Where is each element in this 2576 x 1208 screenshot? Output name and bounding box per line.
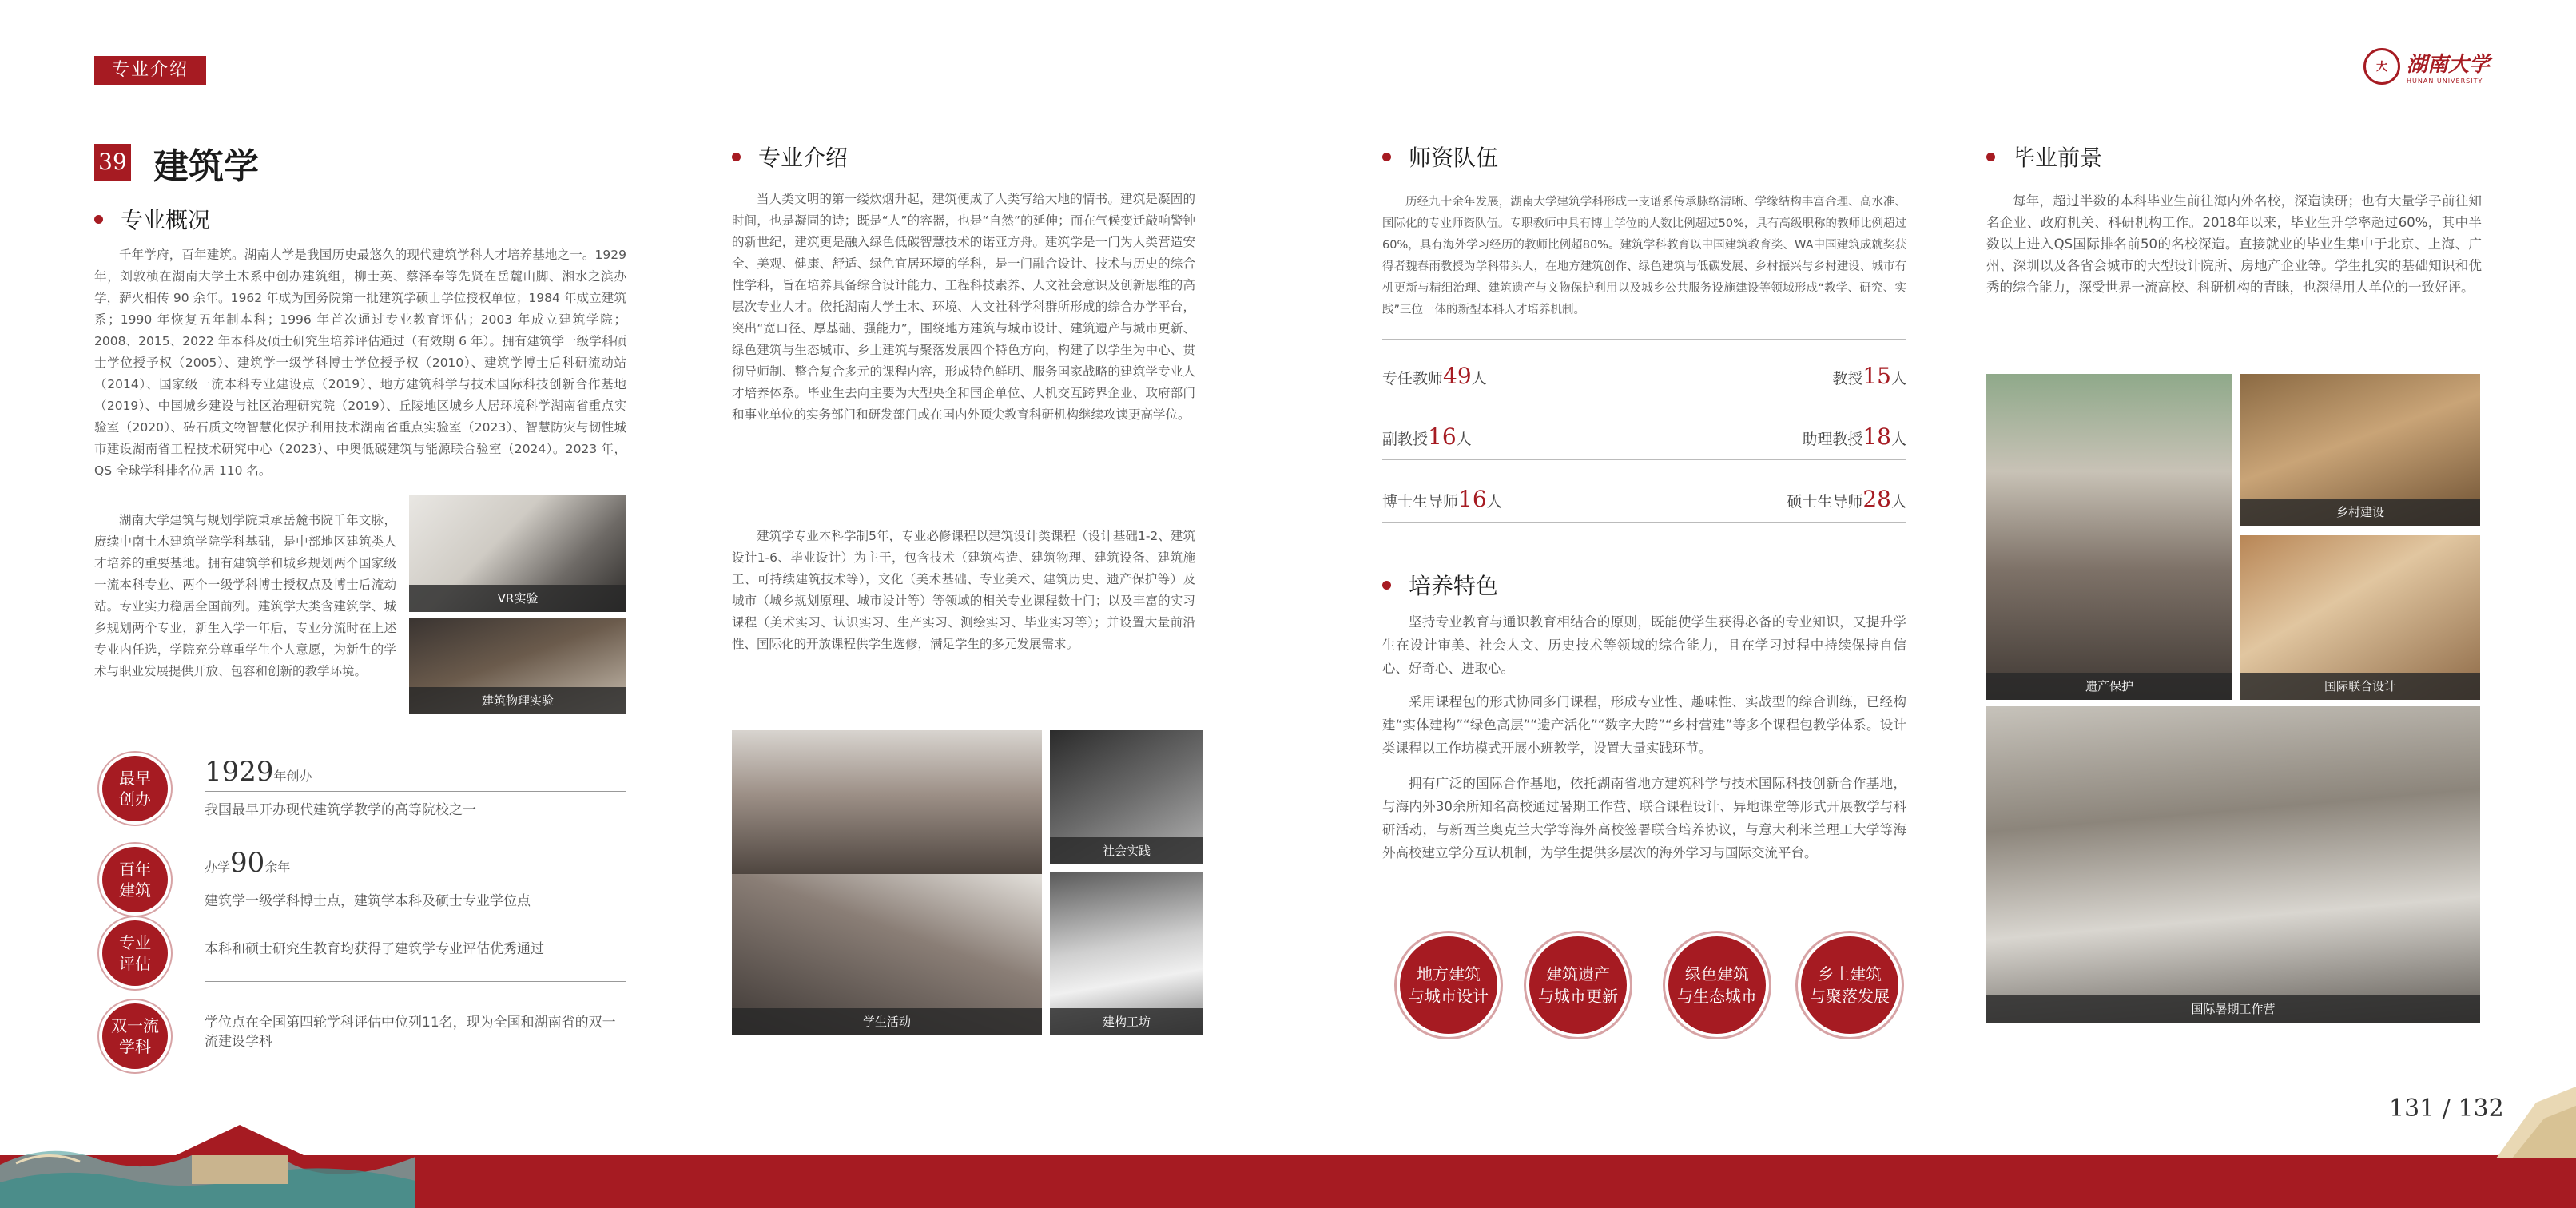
section-training-heading	[1382, 569, 1498, 601]
feature-badge: 乡土建筑 与聚落发展	[1801, 936, 1898, 1034]
seal-icon: 大	[2363, 48, 2400, 85]
section-faculty-heading	[1382, 141, 1498, 173]
intro-paragraph-2: 建筑学专业本科学制5年，专业必修课程以建筑设计类课程（设计基础1-2、建筑设计1-6、毕业设计）为主干，包含技术（建筑构造、建筑物理、建筑设备、建筑施工、可持续建筑技术等），文化（美术基础、专业美术、建筑历史、遗产保护等）及城市（城乡规划原理、城市设计等）等领域的相关专业课程数十门；以及丰富的实习课程（美术实习、认识实习、生产实习、测绘实习、毕业实习等）；并设置大量前沿性、国际化的开放课程供学生选修，满足学生的多元发展需求。	[732, 529, 1195, 651]
milestone-badge: 最早 创办	[102, 756, 168, 821]
milestone-headline: 办学90余年	[205, 847, 291, 879]
bullet-icon	[1986, 153, 1995, 161]
page-title: 建筑学	[153, 146, 259, 187]
section-tag: 专业介绍	[94, 56, 206, 85]
logo-cn: 湖南大学	[2407, 53, 2491, 77]
stat-left: 博士生导师16人	[1382, 486, 1502, 512]
intro-paragraph-1: 当人类文明的第一缕炊烟升起，建筑便成了人类写给大地的情书。建筑是凝固的时间，也是凝固的诗；既是“人”的容器，也是“自然”的延伸；而在气候变迁敲响警钟的新世纪，建筑更是融入绿色低碳智慧技术的诺亚方舟。建筑学是一门为人类营造安全、美观、健康、舒适、绿色宜居环境的学科，是一门融合设计、技术与历史的综合性学科，旨在培养具备综合设计能力、工程科技素养、人文社会意识及创新思维的高层次专业人才。依托湖南大学土木、环境、人文社科学科群所形成的综合办学平台，突出“宽口径、厚基础、强能力”，围绕地方建筑与城市设计、建筑遗产与城市更新、绿色建筑与生态城市、乡土建筑与聚落发展四个特色方向，构建了以学生为中心、贯彻导师制、整合复合多元的课程内容，形成特色鲜明、服务国家战略的建筑学专业人才培养体系。毕业生去向主要为大型央企和国企单位、人机交互跨界企业、政府部门和事业单位的实务部门和研发部门或在国内外顶尖教育科研机构继续攻读更高学位。	[732, 192, 1195, 422]
faculty-stat-row	[1382, 339, 1906, 399]
divider	[205, 791, 626, 792]
milestone-badge: 双一流 学科	[102, 1003, 168, 1069]
section-intro-title: 专业介绍	[758, 145, 849, 171]
training-paragraph-2: 采用课程包的形式协同多门课程，形成专业性、趣味性、实战型的综合训练，已经构建“实体建构”“绿色高层”“遗产活化”“数字大跨”“乡村营建”等多个课程包教学体系。设计类课程以工作坊模式开展小班教学，设置大量实践环节。	[1382, 694, 1906, 756]
photo-caption: 乡村建设	[2240, 499, 2480, 526]
stat-right: 助理教授18人	[1802, 423, 1906, 450]
milestone-desc: 本科和硕士研究生教育均获得了建筑学专业评估优秀通过	[205, 941, 544, 957]
major-number: 39	[94, 144, 131, 181]
photo-caption: 遗产保护	[1986, 673, 2232, 700]
photo-rural	[2240, 374, 2480, 526]
training-paragraph-1: 坚持专业教育与通识教育相结合的原则，既能使学生获得必备的专业知识，又提升学生在设计审美、社会人文、历史技术等领域的综合能力，且在学习过程中持续保持自信心、好奇心、进取心。	[1382, 614, 1906, 676]
section-intro-heading	[732, 141, 848, 173]
photo-vr-lab	[409, 495, 626, 612]
photo-caption: VR实验	[409, 585, 626, 612]
overview-paragraph-2: 湖南大学建筑与规划学院秉承岳麓书院千年文脉，赓续中南土木建筑学院学科基础，是中部地区建筑类人才培养的重要基地。拥有建筑学和城乡规划两个国家级一流本科专业、两个一级学科博士授权点及博士后流动站。专业实力稳居全国前列。建筑学大类含建筑学、城乡规划两个专业，新生入学一年后，专业分流时在上述专业内任选，学院充分尊重学生个人意愿，为新生的学术与职业发展提供开放、包容和创新的教学环境。	[94, 513, 396, 678]
section-training-title: 培养特色	[1409, 573, 1499, 599]
photo-summer-workshop	[1986, 706, 2480, 1023]
section-faculty-title: 师资队伍	[1409, 145, 1499, 171]
mountain-illustration	[2496, 1087, 2576, 1158]
stat-right: 教授15人	[1832, 363, 1906, 389]
logo-en: HUNAN UNIVERSITY	[2407, 77, 2483, 85]
photo-caption: 国际暑期工作营	[1986, 995, 2480, 1023]
milestone-item	[102, 920, 626, 987]
divider	[205, 981, 626, 982]
photo-caption: 建筑物理实验	[409, 687, 626, 714]
milestone-desc: 我国最早开办现代建筑学教学的高等院校之一	[205, 802, 476, 818]
feature-badge: 建筑遗产 与城市更新	[1529, 936, 1627, 1034]
section-overview-heading	[94, 203, 210, 235]
overview-paragraph-1: 千年学府，百年建筑。湖南大学是我国历史最悠久的现代建筑学科人才培养基地之一。1929 年，刘敦桢在湖南大学土木系中创办建筑组，柳士英、蔡泽奉等先贤在岳麓山脚、湘水之滨办学，薪火相传 90 余年。1962 年成为国务院第一批建筑学硕士学位授权单位；1984 年成立建筑系；1990 年恢复五年制本科；1996 年首次通过专业教育评估；2003 年成立建筑学院；2008、2015、2022 年本科及硕士研究生培养评估通过（有效期 6 年）。拥有建筑学一级学科硕士学位授予权（2005）、建筑学一级学科博士学位授予权（2010）、建筑学博士后科研流动站（2014）、国家级一流本科专业建设点（2019）、地方建筑科学与技术国际科技创新合作基地（2019）、中国城乡建设与社区治理研究院（2019）、丘陵地区城乡人居环境科学湖南省重点实验室（2020）、砖石质文物智慧化保护利用技术湖南省重点实验室（2023）、智慧防灾与韧性城市建设湖南省工程技术研究中心（2023）、中奥低碳建筑与能源联合验室（2024）。2023 年，QS 全球学科排名位居 110 名。	[94, 248, 626, 478]
milestone-headline: 1929年创办	[205, 756, 312, 788]
feature-badge: 地方建筑 与城市设计	[1400, 936, 1497, 1034]
section-career-title: 毕业前景	[2013, 145, 2103, 171]
bullet-icon	[732, 153, 741, 161]
milestone-desc: 建筑学一级学科博士点，建筑学本科及硕士专业学位点	[205, 893, 531, 909]
photo-heritage	[1986, 374, 2232, 700]
stat-left: 副教授16人	[1382, 423, 1472, 450]
photo-caption: 国际联合设计	[2240, 673, 2480, 700]
university-logo	[2363, 46, 2490, 86]
milestone-item	[102, 847, 626, 914]
stat-right: 硕士生导师28人	[1787, 486, 1906, 512]
photo-student-activities	[732, 874, 1042, 1035]
section-career-heading	[1986, 141, 2102, 173]
faculty-paragraph: 历经九十余年发展，湖南大学建筑学科形成一支谱系传承脉络清晰、学缘结构丰富合理、高水准、国际化的专业师资队伍。专职教师中具有博士学位的人数比例超过50%，具有高级职称的教师比例超过60%，具有海外学习经历的教师比例超80%。建筑学科教育以中国建筑教育奖、WA中国建筑成就奖获得者魏春雨教授为学科带头人，在地方建筑创作、绿色建筑与低碳发展、乡村振兴与乡村建设、城市有机更新与精细治理、建筑遗产与文物保护利用以及城乡公共服务设施建设等领域形成“教学、研究、实践”三位一体的新型本科人才培养机制。	[1382, 196, 1906, 316]
photo-caption: 社会实践	[1050, 837, 1203, 864]
photo-caption: 学生活动	[732, 1008, 1042, 1035]
milestone-desc: 学位点在全国第四轮学科评估中位列11名，现为全国和湖南省的双一流建设学科	[205, 1015, 616, 1050]
photo-social-practice	[1050, 730, 1203, 864]
photo-construction-workshop	[1050, 872, 1203, 1035]
milestone-badge: 百年 建筑	[102, 847, 168, 912]
photo-caption: 建构工坊	[1050, 1008, 1203, 1035]
photo-group-class	[732, 730, 1042, 874]
photo-international-design	[2240, 535, 2480, 700]
milestone-item	[102, 1003, 626, 1071]
bullet-icon	[1382, 153, 1391, 161]
feature-badge: 绿色建筑 与生态城市	[1668, 936, 1766, 1034]
training-paragraph-3: 拥有广泛的国际合作基地，依托湖南省地方建筑科学与技术国际科技创新合作基地，与海内外30余所知名高校通过暑期工作营、联合课程设计、异地课堂等形式开展教学与科研活动，与新西兰奥克兰大学等海外高校签署联合培养协议，与意大利米兰理工大学等海外高校建立学分互认机制，为学生提供多层次的海外学习与国际交流平台。	[1382, 776, 1906, 860]
milestone-item	[102, 756, 626, 823]
faculty-stat-row	[1382, 462, 1906, 523]
faculty-stat-row	[1382, 399, 1906, 460]
landscape-illustration	[0, 1109, 415, 1208]
section-overview-title: 专业概况	[121, 207, 211, 233]
bullet-icon	[1382, 581, 1391, 590]
page-number: 131 / 132	[2389, 1095, 2504, 1123]
stat-left: 专任教师49人	[1382, 363, 1487, 389]
bullet-icon	[94, 215, 103, 224]
milestone-badge: 专业 评估	[102, 920, 168, 986]
career-paragraph: 每年，超过半数的本科毕业生前往海内外名校，深造读研；也有大量学子前往知名企业、政府机关、科研机构工作。2018年以来，毕业生升学率超过60%，其中半数以上进入QS国际排名前50的名校深造。直接就业的毕业生集中于北京、上海、广州、深圳以及各省会城市的大型设计院所、房地产企业等。学生扎实的基础知识和优秀的综合能力，深受世界一流高校、科研机构的青睐，也深得用人单位的一致好评。	[1986, 193, 2482, 295]
photo-physics-lab	[409, 618, 626, 714]
